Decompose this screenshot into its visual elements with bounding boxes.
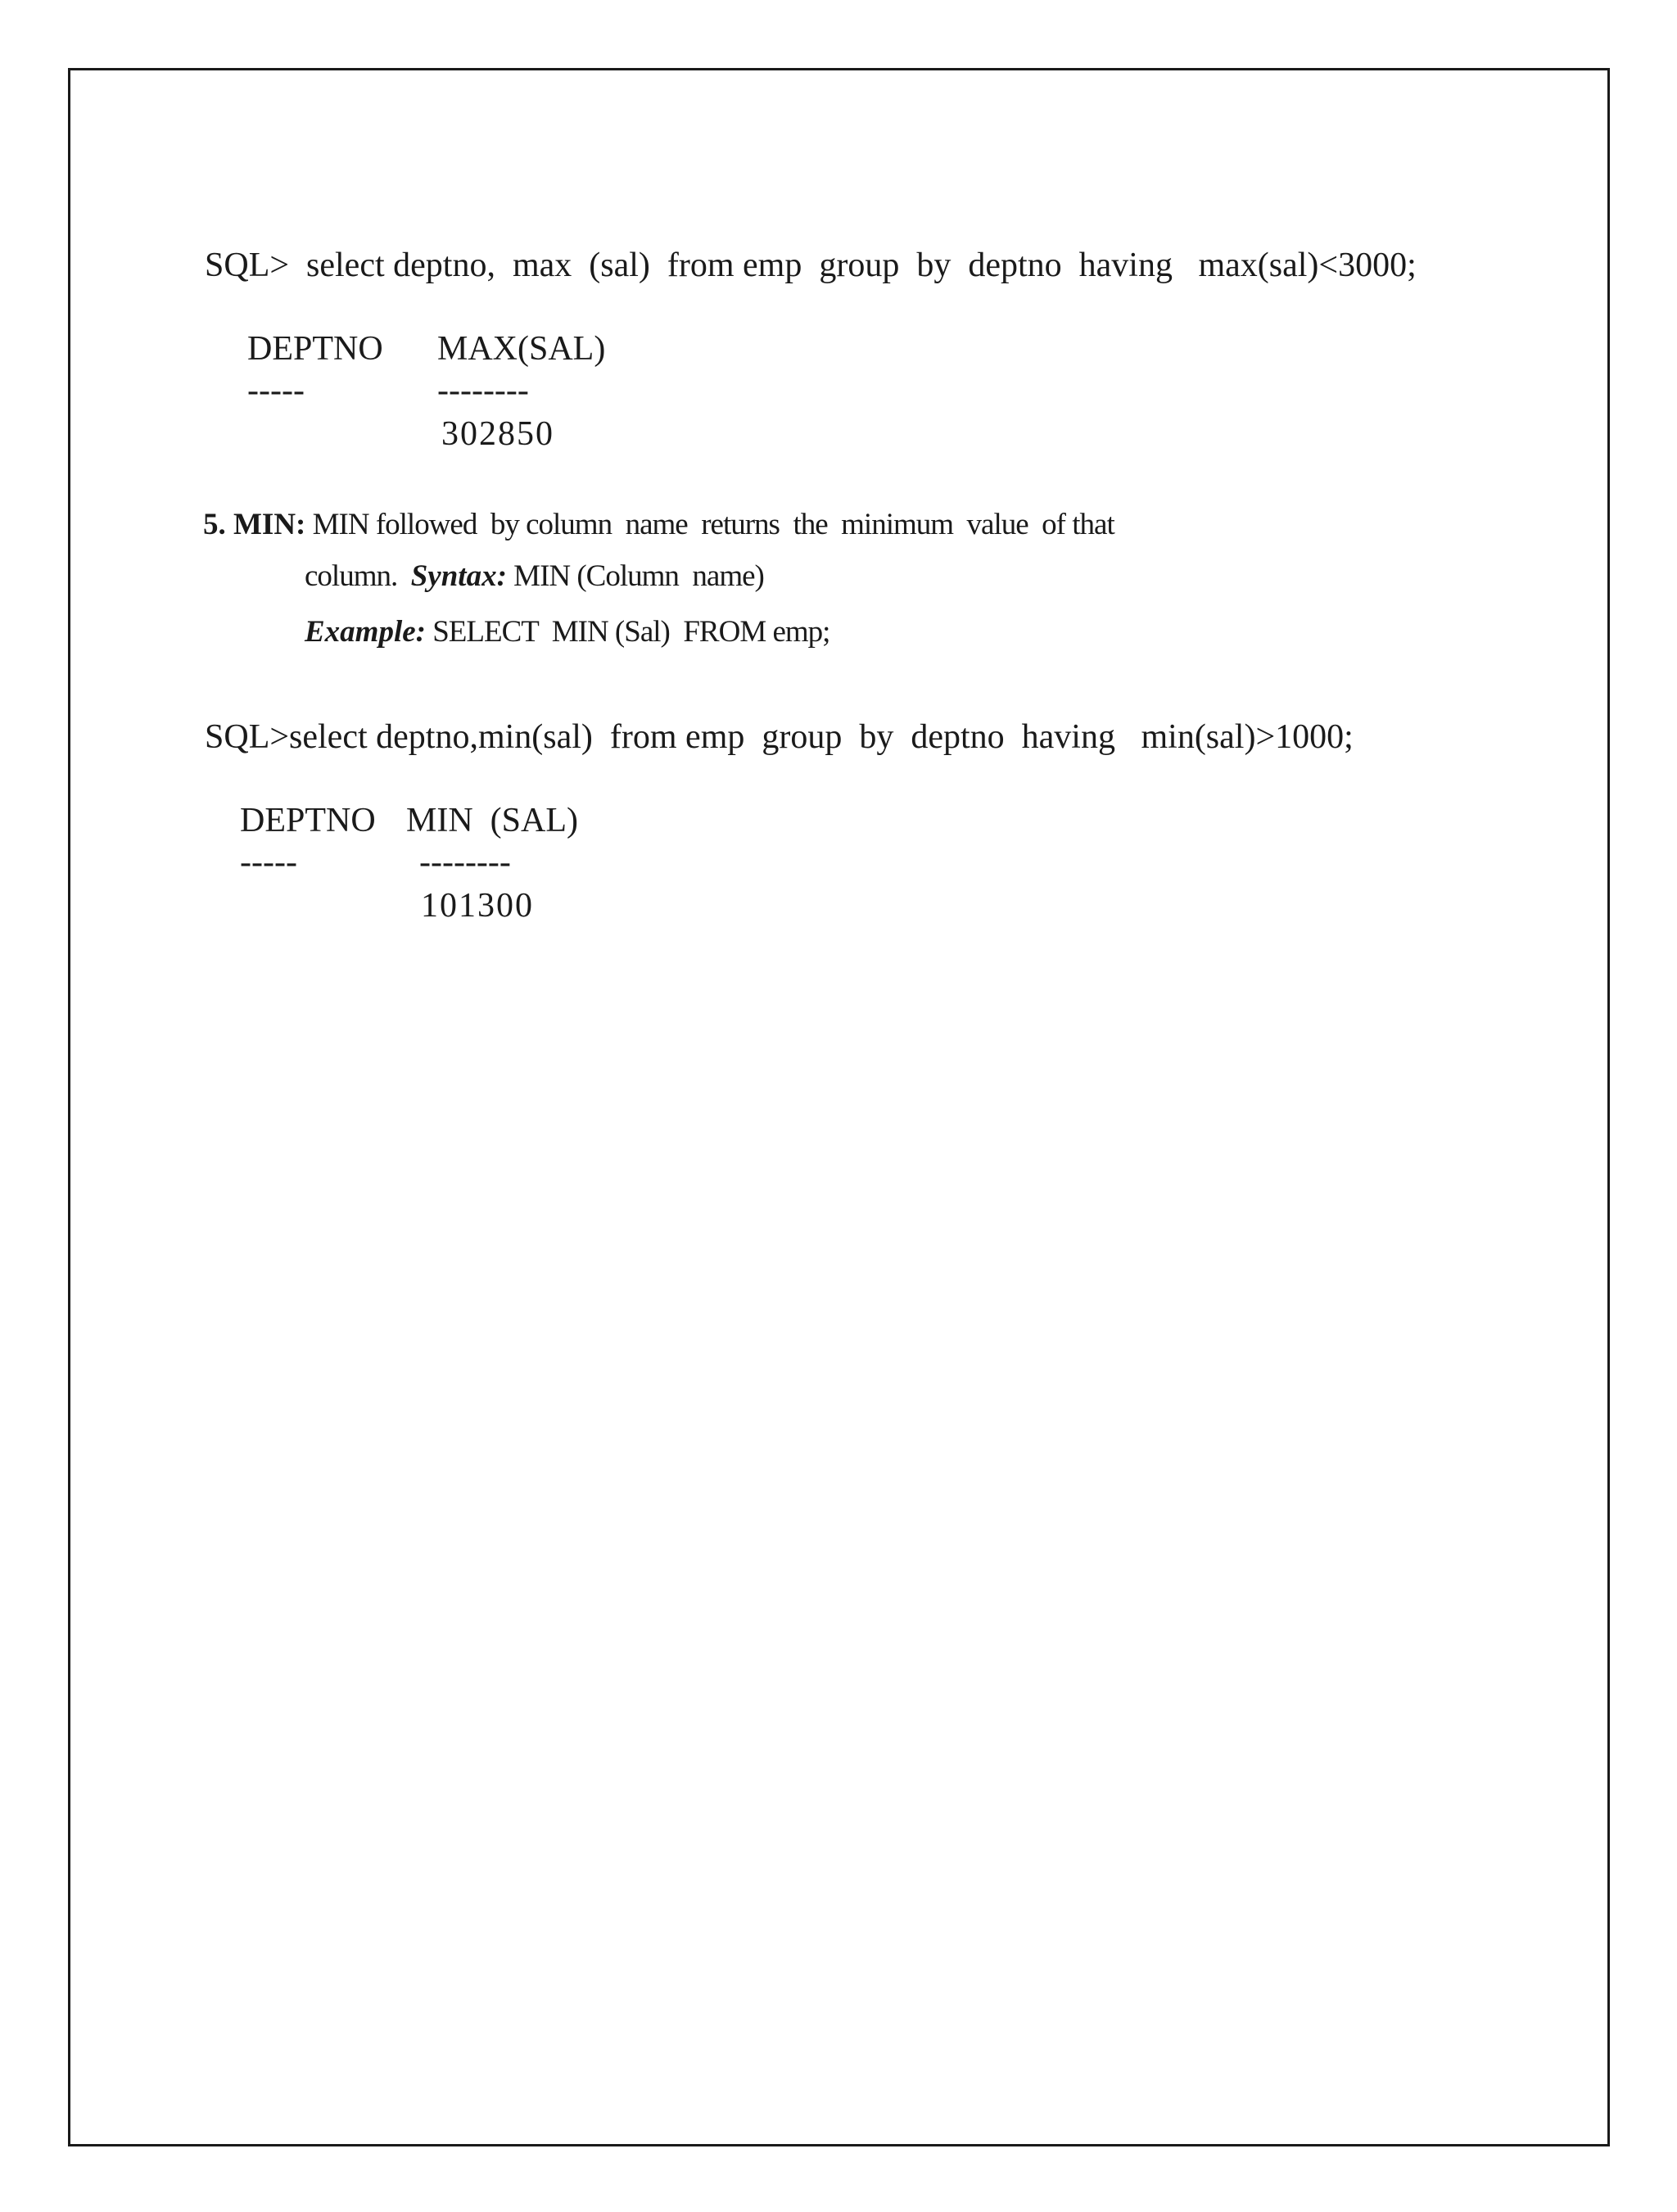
min-syntax-line (305, 561, 764, 591)
column-rule-max-sal: -------- (437, 372, 529, 409)
min-example-line (305, 617, 829, 647)
column-rule-deptno: ----- (247, 372, 305, 409)
column-rule-deptno-2: ----- (240, 844, 297, 881)
sql-command-max: SQL> select deptno, max (sal) from emp group by deptno having max(sal)<3000; (205, 247, 1417, 284)
column-header-deptno: DEPTNO (247, 330, 383, 368)
column-header-min-sal: MIN (SAL) (406, 802, 578, 839)
column-header-max-sal: MAX(SAL) (437, 330, 606, 368)
sql-command-min: SQL>select deptno,min(sal) from emp group by deptno having min(sal)>1000; (205, 718, 1354, 756)
example-label: Example: (305, 615, 426, 649)
min-description: MIN followed by column name returns the minimum value of that (305, 508, 1114, 541)
result-value-min: 101300 (421, 887, 534, 925)
section-heading-min: 5. MIN: (203, 508, 306, 541)
example-text: SELECT MIN (Sal) FROM emp; (425, 615, 830, 649)
syntax-text: MIN (Column name) (506, 559, 764, 593)
syntax-label: Syntax: (410, 559, 507, 593)
column-header-deptno-2: DEPTNO (240, 802, 376, 839)
min-continuation: column. (305, 559, 411, 593)
result-value-max: 302850 (441, 415, 554, 453)
column-rule-min-sal: -------- (419, 844, 511, 881)
min-description-line (203, 509, 1114, 540)
